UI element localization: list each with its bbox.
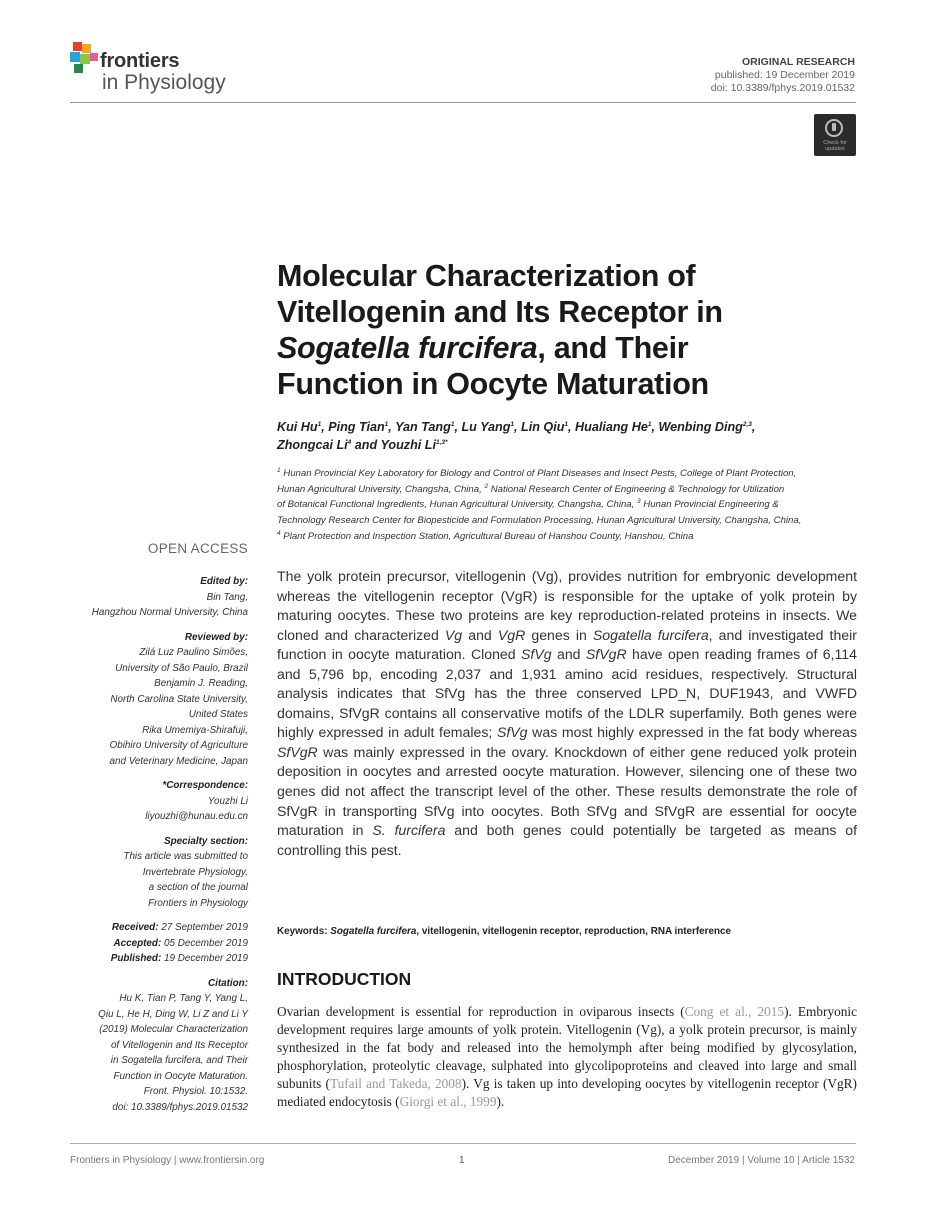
accepted-label: Accepted: — [113, 937, 162, 949]
accepted-date: 05 December 2019 — [164, 937, 248, 949]
citation-link[interactable]: Tufail and Takeda, 2008 — [329, 1075, 462, 1091]
reviewed-by-heading: Reviewed by: — [184, 631, 248, 643]
page-number: 1 — [459, 1155, 465, 1166]
footer-divider — [70, 1143, 856, 1144]
introduction-paragraph: Ovarian development is essential for reproduction in oviparous insects (Cong et al., 2015). Embryonic development requires large amounts of yolk protein. Vitellogenin (Vg), a yolk protein precursor, is mainly synthesized in the fat body and released into the hemolymph after being modified by glycosylation, phosphorylation, proteolytic cleavage, sulphated into glycolipoproteins and cleaved into large and small subunits (Tufail and Takeda, 2008). Vg is taken up into developing oocytes by vitellogenin receptor (VgR) mediated endocytosis (Giorgi et al., 1999). — [277, 1004, 857, 1109]
check-for-updates-badge[interactable] — [814, 114, 856, 156]
citation-doi[interactable]: doi: 10.3389/fphys.2019.01532 — [112, 1101, 248, 1113]
citation-link[interactable]: Cong et al., 2015 — [684, 1004, 785, 1019]
correspondence-heading: *Correspondence: — [162, 780, 248, 791]
citation-heading: Citation: — [207, 977, 248, 989]
published-date-sidebar: 19 December 2019 — [164, 953, 248, 964]
bookmark-icon — [825, 119, 843, 137]
section-heading-introduction: INTRODUCTION — [277, 969, 412, 989]
citation-link[interactable]: Giorgi et al., 1999 — [399, 1093, 497, 1109]
header-divider — [70, 102, 856, 103]
footer-journal[interactable]: Frontiers in Physiology | www.frontiersin.org — [70, 1155, 265, 1166]
affiliations: $^1$ Hunan Provincial Key Laboratory for Biology and Control of Plant Diseases and Insect Pests, College of Plant Protection, Hunan Agricultural University, Changsha, China, $^2$ National Research Center of Engineering & Technology for Utilization of Botanical Functional Ingredients, Hunan Agricultural University, Changsha, China, $^3$ Hunan Provincial Engineering & Technology Research Center for Biopesticide and Formulation Processing, Hunan Agricultural University, Changsha, China, $^4$ Plant Protection and Inspection Station, Agricultural Bureau of Hanshou County, Hanshou, China — [277, 466, 802, 542]
article-doi[interactable]: doi: 10.3389/fphys.2019.01532 — [710, 82, 855, 94]
abstract: The yolk protein precursor, vitellogenin (Vg), provides nutrition for embryonic development whereas the vitellogenin receptor (VgR) is responsible for the uptake of yolk protein by maturing oocytes. These two proteins are key reproduction-related proteins in insects. We cloned and characterized Vg and VgR genes in Sogatella furcifera, and investigated their function in oocyte maturation. Cloned SfVg and SfVgR have open reading frames of 6,114 and 5,796 bp, encoding 2,037 and 1,931 amino acid residues, respectively. Structural analysis indicates that SfVg has the three conserved LPD_N, DUF1943, and VWFD domains, SfVgR contains all conservative motifs of the LDLR superfamily. Both genes were highly expressed in adult females; SfVg was most highly expressed in the fat body whereas SfVgR was mainly expressed in the ovary. Knockdown of either gene reduced yolk protein deposition in oocytes and arrested oocyte maturation. However, silencing one of these two genes did not affect the transcript level of the other. These results demonstrate the role of SfVgR in transporting SfVg into oocytes. Both SfVg and SfVgR are essential for oocyte maturation in S. furcifera and both genes could potentially be targeted as means of controlling this pest. — [277, 568, 857, 858]
reviewer: Rika Umemiya-Shirafuji, — [142, 724, 248, 736]
frontiers-logo-icon — [70, 42, 100, 74]
reviewer: Benjamin J. Reading, — [154, 678, 248, 689]
open-access-label: OPEN ACCESS — [147, 541, 248, 556]
article-info-sidebar: Edited by: Bin Tang, Hangzhou Normal University, China Reviewed by: Zilá Luz Paulino Simões, University of São Paulo, Brazil Benjamin J. Reading, North Carolina State University, United States Rika Umemiya-Shirafuji, Obihiro University of Agriculture and Veterinary Medicine, Japan *Correspondence: Youzhi Li liyouzhi@hunau.edu.cn Specialty section: This article was submitted to Invertebrate Physiology, a section of the journal Frontiers in Physiology Received: 27 September 2019 Accepted: 05 December 2019 Published: 19 December 2019 Citation: Hu K, Tian P, Tang Y, Yang L, Qiu L, He H, Ding W, Li Z and Li Y (2019) Molecular Characterization of Vitellogenin and Its Receptor in Sogatella furcifera, and Their Function in Oocyte Maturation. Front. Physiol. 10:1532. doi: 10.3389/fphys.2019.01532 — [70, 574, 248, 1115]
specialty-heading: Specialty section: — [164, 835, 248, 847]
received-label: Received: — [111, 922, 159, 933]
badge-label: Check for updates — [823, 140, 847, 152]
article-meta — [711, 56, 855, 95]
published-label: Published: — [110, 953, 162, 964]
published-date: published: 19 December 2019 — [714, 69, 855, 81]
edited-by-heading: Edited by: — [200, 576, 248, 587]
article-type: ORIGINAL RESEARCH — [742, 56, 855, 68]
journal-logo[interactable] — [70, 42, 290, 97]
article-title: Molecular Characterization of Vitellogenin and Its Receptor in Sogatella furcifera, and Their Function in Oocyte Maturation — [277, 259, 723, 401]
editor: Bin Tang, — [206, 591, 248, 603]
correspondence-email[interactable]: liyouzhi@hunau.edu.cn — [145, 811, 248, 822]
reviewer: Zilá Luz Paulino Simões, — [139, 647, 248, 658]
journal-name-line2: in Physiology — [102, 71, 226, 94]
received-date: 27 September 2019 — [161, 922, 248, 933]
keywords: Keywords: Sogatella furcifera, vitellogenin, vitellogenin receptor, reproduction, RNA interference — [277, 926, 731, 937]
footer-volume: December 2019 | Volume 10 | Article 1532 — [668, 1155, 855, 1166]
journal-name-line1: frontiers — [100, 50, 180, 72]
author-list: Kui Hu$^1$, Ping Tian$^1$, Yan Tang$^1$, Lu Yang$^1$, Lin Qiu$^1$, Hualiang He$^1$, Wenbing Ding$^{2,3}$, Zhongcai Li$^4$ and Youzhi $Li^{1,3*}$ — [277, 420, 756, 452]
